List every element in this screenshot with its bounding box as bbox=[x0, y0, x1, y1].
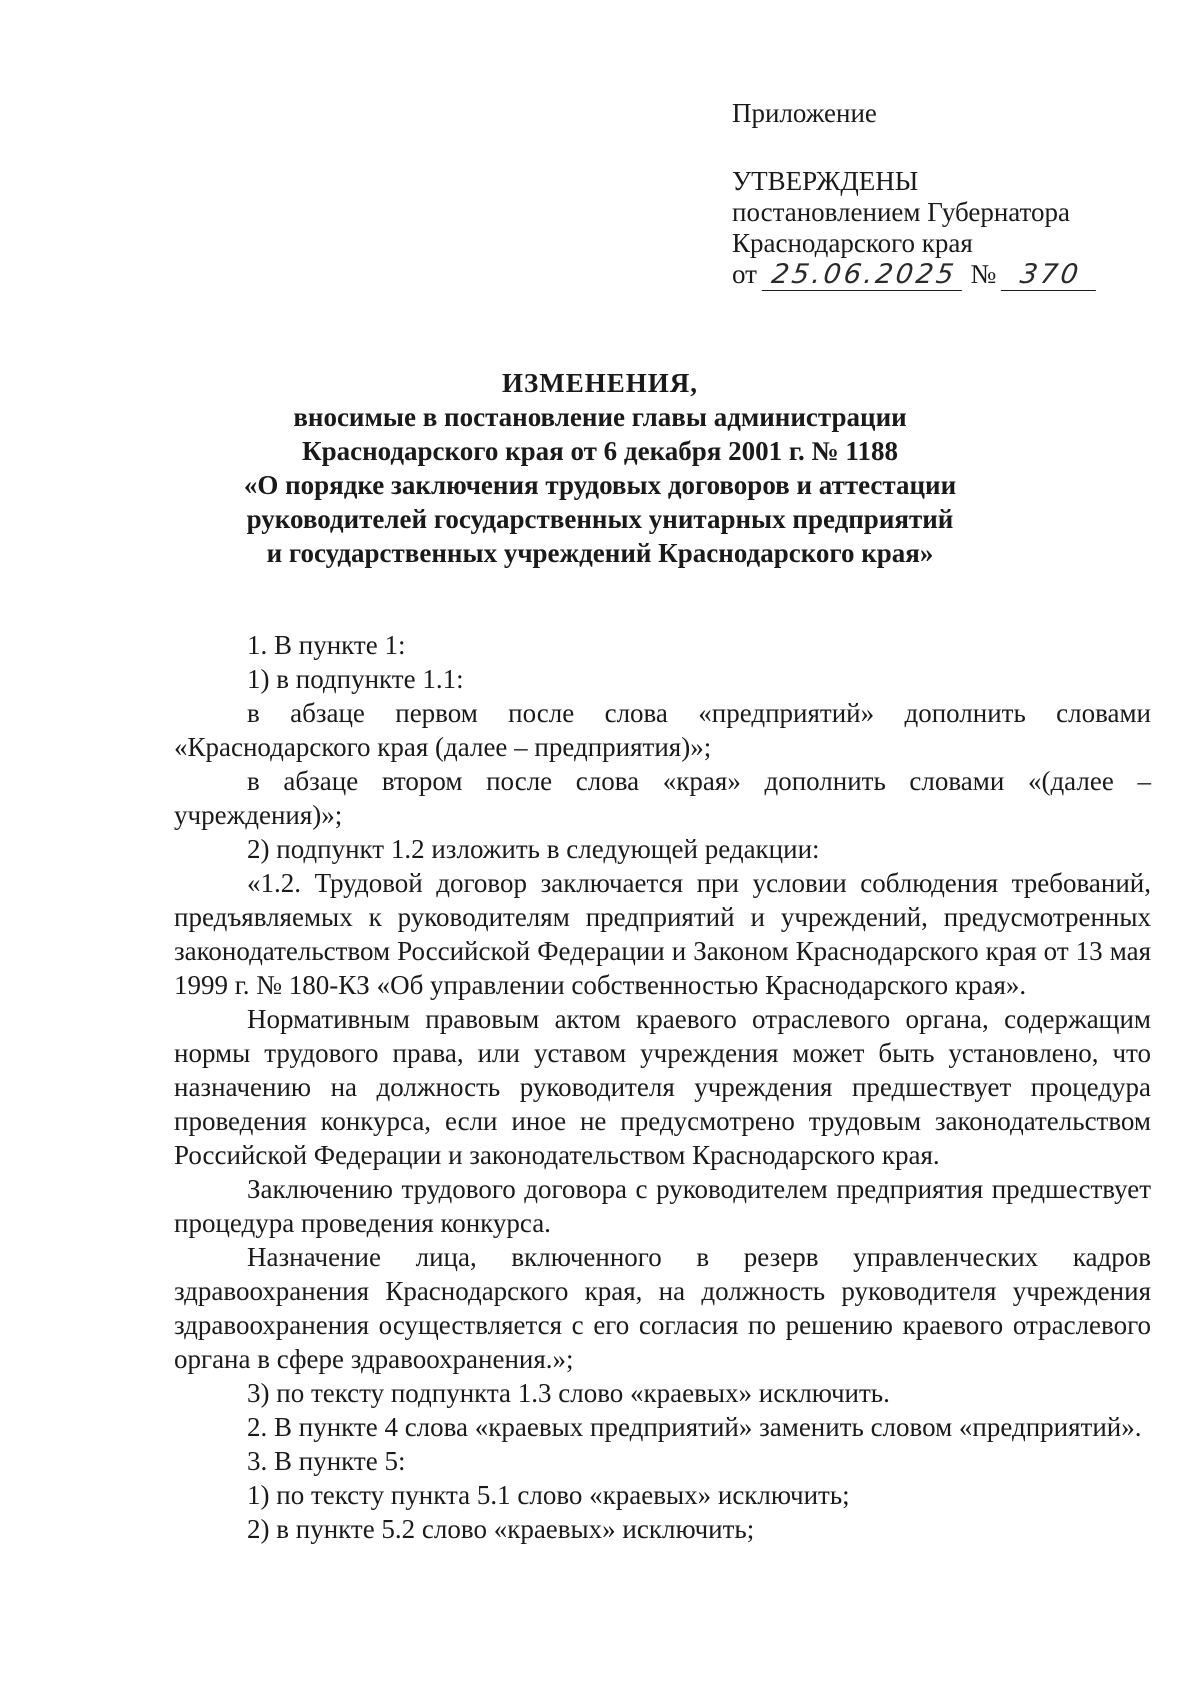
title-line: «О порядке заключения трудовых договоров и аттестации bbox=[243, 470, 957, 500]
paragraph: 3. В пункте 5: bbox=[247, 1446, 406, 1476]
paragraph: Назначение лица, включенного в резерв управленческих кадров здравоохранения Краснодарского края, на должность руководителя учреждения здравоохранения осуществляется с его согласия по решению краевого отраслевого органа в сфере здравоохранения.»; bbox=[174, 1242, 1151, 1374]
paragraph: «1.2. Трудовой договор заключается при условии соблюдения требований, предъявляемых к руководителям предприятий и учреждений, предусмотренных законодательством Российской Федерации и Законом Краснодарского края от 13 мая 1999 г. № 180-КЗ «Об управлении собственностью Краснодарского края». bbox=[174, 868, 1151, 1000]
document-body bbox=[174, 628, 1151, 1546]
title-line: и государственных учреждений Краснодарского края» bbox=[266, 538, 934, 568]
paragraph: 2. В пункте 4 слова «краевых предприятий» заменить словом «предприятий». bbox=[247, 1412, 1142, 1442]
paragraph: в абзаце втором после слова «края» дополнить словами «(далее – учреждения)»; bbox=[174, 766, 1151, 830]
appendix-label: Приложение bbox=[732, 98, 877, 128]
handwritten-number: 370 bbox=[1001, 259, 1100, 291]
approval-block bbox=[732, 98, 1098, 291]
approved-label: УТВЕРЖДЕНЫ bbox=[732, 166, 919, 196]
paragraph: 1) по тексту пункта 5.1 слово «краевых» исключить; bbox=[247, 1480, 850, 1510]
paragraph: Нормативным правовым актом краевого отраслевого органа, содержащим нормы трудового права, или уставом учреждения может быть установлено, что назначению на должность руководителя учреждения предшествует процедура проведения конкурса, если иное не предусмотрено трудовым законодательством Российской Федерации и законодательством Краснодарского края. bbox=[174, 1004, 1151, 1170]
approved-by-line-2: Краснодарского края bbox=[732, 228, 973, 258]
title-line: вносимые в постановление главы администрации bbox=[293, 402, 907, 432]
paragraph: 1. В пункте 1: bbox=[247, 630, 406, 660]
title-line: Краснодарского края от 6 декабря 2001 г. № 1188 bbox=[302, 436, 898, 466]
paragraph: 1) в подпункте 1.1: bbox=[247, 664, 464, 694]
paragraph: 2) подпункт 1.2 изложить в следующей редакции: bbox=[247, 834, 820, 864]
approved-by-line-1: постановлением Губернатора bbox=[732, 197, 1070, 227]
title-main: ИЗМЕНЕНИЯ, bbox=[501, 368, 698, 398]
number-sign: № bbox=[970, 259, 997, 289]
handwritten-date: 25.06.2025 bbox=[761, 259, 965, 291]
paragraph: 2) в пункте 5.2 слово «краевых» исключить; bbox=[247, 1514, 755, 1544]
document-title bbox=[170, 366, 1030, 570]
date-number-line bbox=[732, 259, 1098, 291]
title-line: руководителей государственных унитарных предприятий bbox=[246, 504, 954, 534]
paragraph: 3) по тексту подпункта 1.3 слово «краевых» исключить. bbox=[247, 1378, 890, 1408]
paragraph: Заключению трудового договора с руководителем предприятия предшествует процедура проведения конкурса. bbox=[174, 1174, 1151, 1238]
paragraph: в абзаце первом после слова «предприятий» дополнить словами «Краснодарского края (далее – предприятия)»; bbox=[174, 698, 1151, 762]
date-prefix: от bbox=[732, 259, 757, 289]
